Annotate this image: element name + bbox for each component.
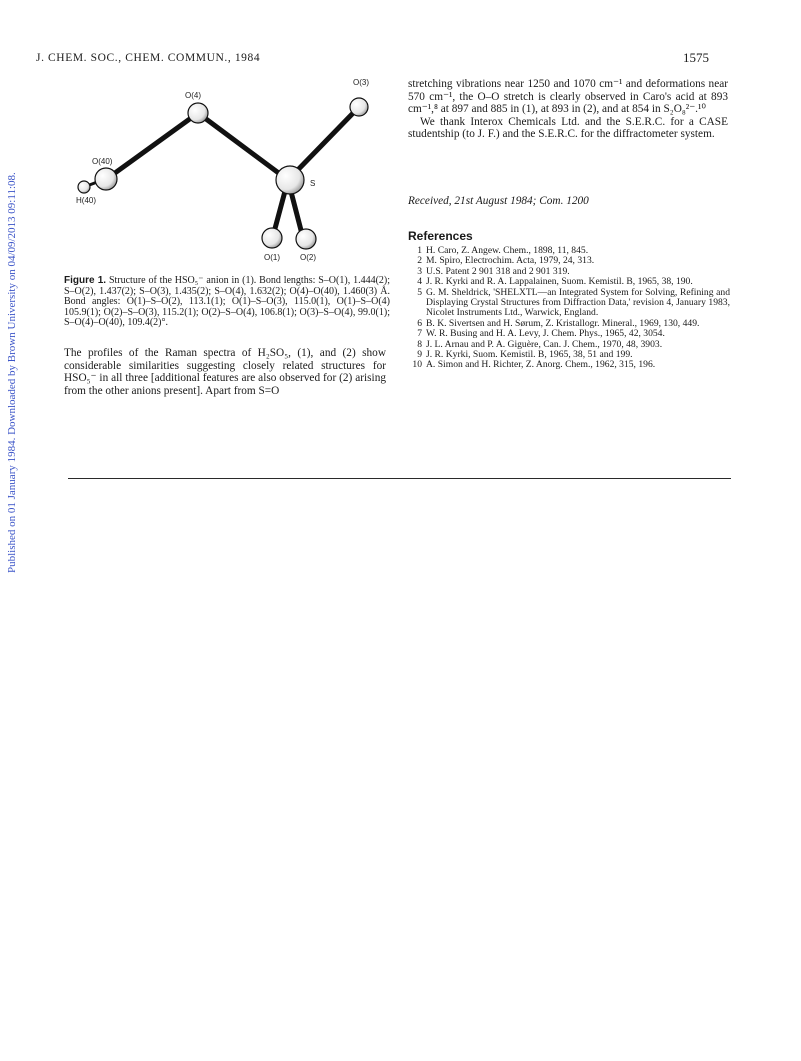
reference-item: 3 U.S. Patent 2 901 318 and 2 901 319.: [417, 265, 570, 277]
body-text-left: The profiles of the Raman spectra of H₂SO₅, (1), and (2) show considerable similarities suggesting closely related structures for HSO₅⁻ in all three [additional features are also observed for (2) arising from the other anions present]. Apart from S=O: [64, 347, 386, 397]
reference-item: 2 M. Spiro, Electrochim. Acta, 1979, 24, 313.: [417, 255, 595, 267]
label-s: S: [310, 179, 316, 188]
atom-o4: [188, 103, 208, 123]
label-o1: O(1): [264, 253, 280, 262]
figure-caption: [64, 276, 390, 329]
label-o4: O(4): [185, 91, 201, 100]
references-heading: References: [408, 229, 473, 243]
bond-lines: [84, 108, 358, 238]
label-o2: O(2): [300, 253, 316, 262]
atom-o2: [296, 229, 316, 249]
bond-o40-o4: [108, 113, 198, 178]
reference-item: 4 J. R. Kyrki and R. A. Lappalainen, Suom. Kemistil. B, 1965, 38, 190.: [417, 276, 693, 288]
received-line: Received, 21st August 1984; Com. 1200: [408, 195, 589, 207]
reference-item: 9 J. R. Kyrki, Suom. Kemistil. B, 1965, 38, 51 and 199.: [417, 349, 633, 361]
atom-o40: [95, 168, 117, 190]
body-paragraph: stretching vibrations near 1250 and 1070 cm⁻¹ and deformations near 570 cm⁻¹, the O–O stretch is clearly observed in Caro's acid at 893 cm⁻¹,⁸ at 897 and 885 in (1), at 893 in (2), and at 854 in S₂O₈²⁻.¹⁰: [408, 78, 728, 116]
download-watermark: Published on 01 January 1984. Downloaded by Brown University on 04/09/2013 09:11:08.: [6, 172, 18, 573]
body-text-right: [408, 78, 728, 141]
atom-s: [276, 166, 304, 194]
references-list: [408, 246, 730, 371]
bond-o4-s: [198, 113, 288, 180]
label-h40: H(40): [76, 196, 97, 205]
reference-item: 6 B. K. Sivertsen and H. Sørum, Z. Kristallogr. Mineral., 1969, 130, 449.: [417, 317, 700, 329]
reference-item: 8 J. L. Arnau and P. A. Giguère, Can. J. Chem., 1970, 48, 3903.: [417, 338, 663, 350]
reference-item: 1 H. Caro, Z. Angew. Chem., 1898, 11, 845.: [417, 245, 589, 256]
journal-header: J. CHEM. SOC., CHEM. COMMUN., 1984: [36, 52, 261, 64]
atom-o1: [262, 228, 282, 248]
page-number: 1575: [683, 50, 709, 65]
acknowledgement-paragraph: We thank Interox Chemicals Ltd. and the S.E.R.C. for a CASE studentship (to J. F.) and the S.E.R.C. for the diffractometer system.: [408, 115, 728, 141]
label-o40: O(40): [92, 157, 113, 166]
footer-rule: [68, 478, 731, 479]
reference-item: 7 W. R. Busing and H. A. Levy, J. Chem. Phys., 1965, 42, 3054.: [417, 328, 665, 340]
label-o3: O(3): [353, 78, 369, 87]
caption-text: Structure of the HSO₅⁻ anion in (1). Bond lengths: S–O(1), 1.444(2); S–O(2), 1.437(2); S–O(3), 1.435(2); S–O(4), 1.632(2); O(4)–O(40), 1.460(3) Å. Bond angles: O(1)–S–O(2), 113.1(1); O(1)–S–O(3), 115.0(1), O(1)–S–O(4) 105.9(1); O(2)–S–O(3), 115.2(1); O(2)–S–O(4), 106.8(1); O(3)–S–O(4), 99.0(1); S–O(4)–O(40), 109.4(2)°.: [64, 275, 391, 329]
reference-item: 5 G. M. Sheldrick, 'SHELXTL—an Integrated System for Solving, Refining and Displaying Crystal Structures from Diffraction Data,' revision 4, January 1983, Nicolet Instruments Ltd., Warwick, England.: [417, 286, 730, 319]
caption-label: Figure 1.: [64, 275, 107, 286]
reference-item: 10 A. Simon and H. Richter, Z. Anorg. Chem., 1962, 315, 196.: [412, 359, 656, 371]
molecular-structure-figure: [70, 70, 400, 270]
atoms: [78, 98, 368, 249]
atom-h40: [78, 181, 90, 193]
atom-o3: [350, 98, 368, 116]
